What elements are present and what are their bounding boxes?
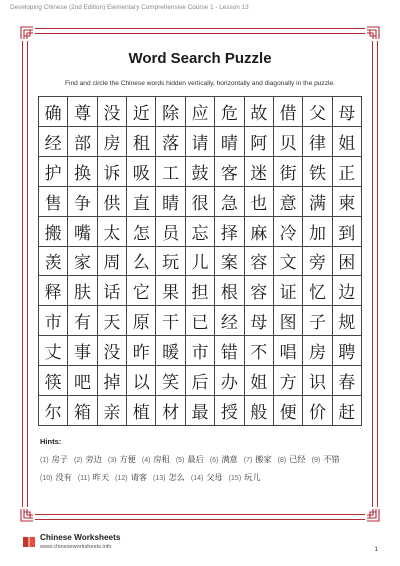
grid-cell[interactable]: 容 (245, 276, 274, 306)
grid-cell[interactable]: 员 (156, 217, 185, 247)
hint-number: (7) (243, 457, 253, 464)
grid-cell[interactable]: 冷 (274, 217, 303, 247)
grid-cell[interactable]: 应 (186, 97, 215, 127)
grid-cell[interactable]: 尔 (39, 396, 68, 426)
grid-cell[interactable]: 晴 (215, 127, 244, 157)
grid-cell[interactable]: 价 (303, 396, 332, 426)
grid-cell[interactable]: 到 (333, 217, 362, 247)
hint-item (40, 469, 72, 487)
grid-cell[interactable]: 诉 (98, 157, 127, 187)
corner-ornament-icon (19, 507, 35, 523)
grid-cell[interactable]: 搬 (39, 217, 68, 247)
hint-number: (4) (141, 457, 151, 464)
grid-cell[interactable]: 周 (98, 247, 127, 277)
hint-item (74, 451, 102, 469)
hint-item (278, 451, 306, 469)
grid-cell[interactable]: 有 (68, 306, 97, 336)
grid-cell[interactable]: 掉 (98, 366, 127, 396)
grid-cell[interactable]: 没 (98, 336, 127, 366)
grid-cell[interactable]: 植 (127, 396, 156, 426)
grid-cell[interactable]: 般 (245, 396, 274, 426)
grid-cell[interactable]: 么 (127, 247, 156, 277)
grid-cell[interactable]: 识 (303, 366, 332, 396)
grid-cell[interactable]: 借 (274, 97, 303, 127)
grid-cell[interactable]: 便 (274, 396, 303, 426)
grid-cell[interactable]: 姐 (333, 127, 362, 157)
grid-cell[interactable]: 阿 (245, 127, 274, 157)
hint-word: 昨天 (92, 472, 110, 482)
grid-cell[interactable]: 边 (333, 276, 362, 306)
hint-number: (1) (40, 457, 49, 464)
grid-cell[interactable]: 市 (39, 306, 68, 336)
grid-cell[interactable]: 儿 (186, 247, 215, 277)
grid-cell[interactable]: 择 (215, 217, 244, 247)
grid-cell[interactable]: 它 (127, 276, 156, 306)
grid-cell[interactable]: 部 (68, 127, 97, 157)
hint-number: (2) (73, 457, 83, 464)
grid-cell[interactable]: 市 (186, 336, 215, 366)
grid-cell[interactable]: 原 (127, 306, 156, 336)
hint-word: 满意 (221, 454, 238, 464)
grid-cell[interactable]: 图 (274, 306, 303, 336)
grid-cell[interactable]: 请 (186, 127, 215, 157)
grid-cell[interactable]: 故 (245, 97, 274, 127)
hint-word: 玩儿 (244, 472, 261, 482)
grid-cell[interactable]: 证 (274, 276, 303, 306)
hint-word: 方便 (119, 454, 136, 464)
hint-word: 最后 (187, 454, 204, 464)
grid-cell[interactable]: 忘 (186, 217, 215, 247)
grid-cell[interactable]: 麻 (245, 217, 274, 247)
grid-cell[interactable]: 贝 (274, 127, 303, 157)
grid-cell[interactable]: 容 (245, 247, 274, 277)
hint-number: (14) (190, 475, 204, 482)
grid-cell[interactable]: 母 (245, 306, 274, 336)
grid-cell[interactable]: 睛 (156, 187, 185, 217)
grid-cell[interactable]: 租 (127, 127, 156, 157)
hint-number: (9) (311, 457, 321, 464)
grid-cell[interactable]: 房 (98, 127, 127, 157)
corner-ornament-icon (365, 25, 381, 41)
grid-cell[interactable]: 除 (156, 97, 185, 127)
grid-cell[interactable]: 意 (274, 187, 303, 217)
grid-cell[interactable]: 落 (156, 127, 185, 157)
grid-cell[interactable]: 已 (186, 306, 215, 336)
hint-item (229, 469, 261, 487)
grid-cell[interactable]: 也 (245, 187, 274, 217)
hint-number: (5) (175, 457, 185, 464)
grid-cell[interactable]: 昨 (127, 336, 156, 366)
hint-number: (8) (277, 457, 287, 464)
grid-cell[interactable]: 嘴 (68, 217, 97, 247)
hint-word: 房子 (51, 454, 68, 464)
hint-item (108, 451, 136, 469)
grid-cell[interactable]: 干 (156, 306, 185, 336)
hint-word: 父母 (206, 472, 223, 482)
grid-cell[interactable]: 确 (39, 97, 68, 127)
grid-cell[interactable]: 聘 (333, 336, 362, 366)
grid-cell[interactable]: 事 (68, 336, 97, 366)
grid-cell[interactable]: 吸 (127, 157, 156, 187)
grid-cell[interactable]: 办 (215, 366, 244, 396)
grid-cell[interactable]: 释 (39, 276, 68, 306)
grid-cell[interactable]: 材 (156, 396, 185, 426)
grid-cell[interactable]: 铁 (303, 157, 332, 187)
page-number: 1 (374, 546, 378, 553)
grid-cell[interactable]: 正 (333, 157, 362, 187)
grid-cell[interactable]: 旁 (303, 247, 332, 277)
grid-cell[interactable]: 工 (156, 157, 185, 187)
grid-cell[interactable]: 果 (156, 276, 185, 306)
hint-word: 搬家 (255, 454, 272, 464)
grid-cell[interactable]: 加 (303, 217, 332, 247)
grid-cell[interactable]: 母 (333, 97, 362, 127)
grid-cell[interactable]: 售 (39, 187, 68, 217)
hint-item (78, 469, 109, 487)
grid-cell[interactable]: 很 (186, 187, 215, 217)
hints-title: Hints: (40, 437, 62, 446)
grid-cell[interactable]: 急 (215, 187, 244, 217)
grid-cell[interactable]: 律 (303, 127, 332, 157)
hint-number: (6) (209, 457, 219, 464)
grid-cell[interactable]: 太 (98, 217, 127, 247)
hint-number: (11) (77, 475, 90, 482)
grid-cell[interactable]: 经 (39, 127, 68, 157)
grid-cell[interactable]: 困 (333, 247, 362, 277)
instructions: Find and circle the Chinese words hidden vertically, horizontally and diagonally in the puzzle. (64, 80, 335, 87)
brand-name: Chinese Worksheets (40, 533, 121, 542)
grid-cell[interactable]: 以 (127, 366, 156, 396)
corner-ornament-icon (19, 25, 35, 41)
chinese-worksheets-logo-icon (22, 535, 36, 549)
hint-word: 不错 (323, 454, 340, 464)
course-header: Developing Chinese (2nd Edition) Elementary Comprehensive Course 1 - Lesson 13 (10, 4, 249, 11)
grid-cell[interactable]: 子 (303, 306, 332, 336)
grid-cell[interactable]: 话 (98, 276, 127, 306)
hint-item (176, 451, 204, 469)
grid-cell[interactable]: 换 (68, 157, 97, 187)
grid-cell[interactable]: 唱 (274, 336, 303, 366)
site-url: www.chineseworksheets.info (40, 544, 112, 550)
grid-cell[interactable]: 不 (245, 336, 274, 366)
hint-number: (15) (228, 475, 242, 482)
grid-cell[interactable]: 姐 (245, 366, 274, 396)
hint-item (312, 451, 340, 469)
hint-item (210, 451, 238, 469)
grid-cell[interactable]: 方 (274, 366, 303, 396)
grid-cell[interactable]: 暖 (156, 336, 185, 366)
hint-item (153, 469, 185, 487)
grid-cell[interactable]: 文 (274, 247, 303, 277)
grid-cell[interactable]: 箱 (68, 396, 97, 426)
hint-word: 请客 (130, 472, 148, 482)
grid-cell[interactable]: 房 (303, 336, 332, 366)
hint-item (115, 469, 147, 487)
grid-cell[interactable]: 尊 (68, 97, 97, 127)
hint-word: 房租 (153, 454, 170, 464)
grid-cell[interactable]: 怎 (127, 217, 156, 247)
grid-cell[interactable]: 柬 (333, 187, 362, 217)
grid-cell[interactable]: 护 (39, 157, 68, 187)
grid-cell[interactable]: 直 (127, 187, 156, 217)
grid-cell[interactable]: 迷 (245, 157, 274, 187)
grid-cell[interactable]: 天 (98, 306, 127, 336)
hint-number: (12) (115, 475, 128, 482)
grid-cell[interactable]: 玩 (156, 247, 185, 277)
grid-cell[interactable]: 没 (98, 97, 127, 127)
grid-cell[interactable]: 错 (215, 336, 244, 366)
hint-item (191, 469, 223, 487)
hint-item (40, 451, 68, 469)
hint-item (244, 451, 272, 469)
grid-cell[interactable]: 肤 (68, 276, 97, 306)
grid-cell[interactable]: 忆 (303, 276, 332, 306)
hints-list (40, 451, 360, 487)
grid-cell[interactable]: 客 (215, 157, 244, 187)
grid-cell[interactable]: 经 (215, 306, 244, 336)
grid-cell[interactable]: 家 (68, 247, 97, 277)
word-search-grid (38, 96, 362, 426)
grid-cell[interactable]: 赶 (333, 396, 362, 426)
hint-word: 怎么 (168, 472, 185, 482)
grid-cell[interactable]: 笑 (156, 366, 185, 396)
grid-cell[interactable]: 筷 (39, 366, 68, 396)
corner-ornament-icon (365, 507, 381, 523)
grid-cell[interactable]: 羡 (39, 247, 68, 277)
grid-cell[interactable]: 吧 (68, 366, 97, 396)
grid-cell[interactable]: 街 (274, 157, 303, 187)
grid-cell[interactable]: 鼓 (186, 157, 215, 187)
hint-word: 已经 (289, 454, 306, 464)
grid-cell[interactable]: 担 (186, 276, 215, 306)
grid-cell[interactable]: 近 (127, 97, 156, 127)
grid-cell[interactable]: 满 (303, 187, 332, 217)
grid-cell[interactable]: 规 (333, 306, 362, 336)
grid-cell[interactable]: 供 (98, 187, 127, 217)
grid-cell[interactable]: 丈 (39, 336, 68, 366)
grid-cell[interactable]: 授 (215, 396, 244, 426)
hint-number: (3) (107, 457, 117, 464)
hint-number: (10) (40, 475, 53, 482)
grid-cell[interactable]: 父 (303, 97, 332, 127)
grid-cell[interactable]: 后 (186, 366, 215, 396)
page-title: Word Search Puzzle (128, 50, 272, 67)
grid-cell[interactable]: 春 (333, 366, 362, 396)
hint-word: 旁边 (85, 454, 102, 464)
grid-cell[interactable]: 亲 (98, 396, 127, 426)
grid-cell[interactable]: 争 (68, 187, 97, 217)
grid-cell[interactable]: 根 (215, 276, 244, 306)
grid-cell[interactable]: 最 (186, 396, 215, 426)
hint-item (142, 451, 170, 469)
grid-cell[interactable]: 危 (215, 97, 244, 127)
hint-number: (13) (153, 475, 166, 482)
grid-cell[interactable]: 案 (215, 247, 244, 277)
hint-word: 没有 (55, 472, 72, 482)
